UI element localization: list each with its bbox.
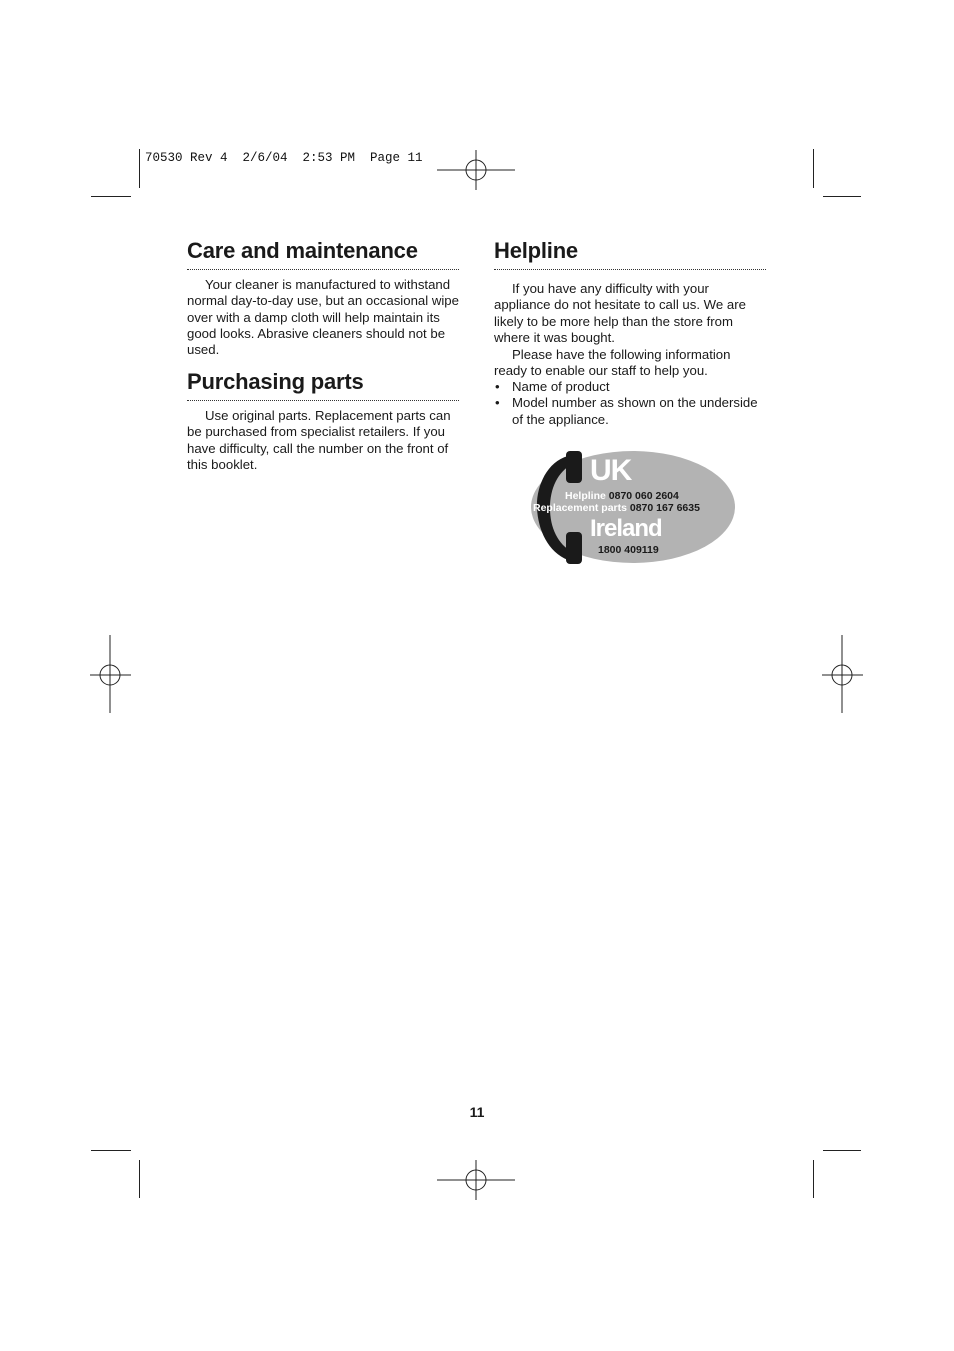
registration-mark-bottom: [437, 1160, 517, 1200]
purchasing-heading-rule: [187, 400, 459, 401]
uk-label: UK: [590, 454, 632, 487]
helpline-badge: [528, 448, 738, 566]
registration-mark-left: [90, 635, 131, 713]
helpline-number: 0870 060 2604: [608, 490, 679, 502]
ireland-label: Ireland: [590, 515, 662, 542]
parts-number: 0870 167 6635: [629, 502, 700, 514]
page-number: 11: [469, 1104, 485, 1120]
registration-mark-top: [437, 150, 517, 190]
parts-label: Replacement parts: [533, 502, 627, 514]
care-heading-rule: [187, 269, 459, 270]
registration-mark-right: [822, 635, 863, 713]
helpline-label: Helpline: [565, 490, 606, 502]
helpline-line: [565, 490, 679, 502]
care-body: Your cleaner is manufactured to withstand normal day-to-day use, but an occasional wipe over with a damp cloth will help maintain its good looks. Abrasive cleaners should not be used.: [187, 277, 459, 358]
list-item: • Model number as shown on the underside of the appliance.: [495, 395, 758, 427]
helpline-heading: Helpline: [494, 238, 578, 263]
helpline-instructions: Please have the following information ready to enable our staff to help you.: [494, 347, 731, 379]
helpline-heading-rule: [494, 269, 766, 270]
list-item: • Name of product: [495, 379, 610, 394]
helpline-intro: If you have any difficulty with your appliance do not hesitate to call us. We are likely to be more help than the store from where it was bought.: [494, 281, 746, 345]
info-list: [494, 379, 762, 428]
print-slug: 70530 Rev 4 2/6/04 2:53 PM Page 11: [145, 151, 423, 165]
parts-line: [533, 502, 700, 514]
care-heading: Care and maintenance: [187, 238, 418, 263]
purchasing-heading: Purchasing parts: [187, 369, 364, 394]
purchasing-body: Use original parts. Replacement parts can be purchased from specialist retailers. If you have difficulty, call the number on the front of this booklet.: [187, 408, 451, 472]
ireland-number: 1800 409119: [598, 544, 659, 556]
